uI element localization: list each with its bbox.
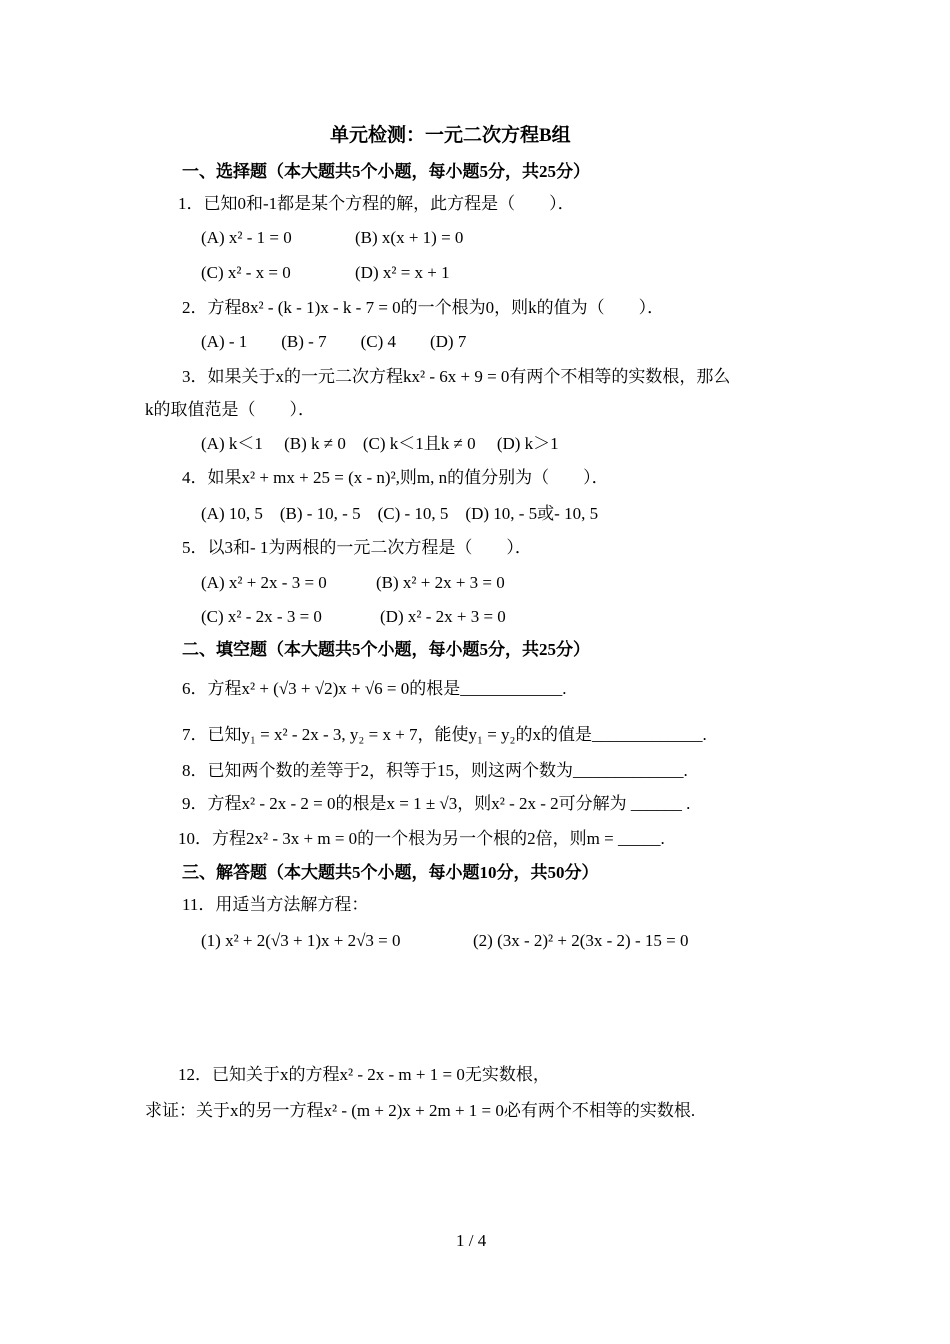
- question-1-option-d: (D) x² = x + 1: [355, 263, 450, 282]
- question-4-stem: 4．如果x² + mx + 25 = (x - n)²,则m, n的值分别为（ ）．: [182, 468, 609, 487]
- question-5-option-a: (A) x² + 2x - 3 = 0: [201, 573, 327, 592]
- question-2-options: (A) - 1 (B) - 7 (C) 4 (D) 7: [201, 332, 467, 351]
- question-11-part-2: (2) (3x - 2)² + 2(3x - 2) - 15 = 0: [473, 931, 689, 950]
- question-11-part-1: (1) x² + 2(√3 + 1)x + 2√3 = 0: [201, 931, 401, 950]
- question-9: 9．方程x² - 2x - 2 = 0的根是x = 1 ± √3，则x² - 2x - 2可分解为 ______ .: [182, 794, 691, 813]
- question-3-options: (A) k＜1 (B) k ≠ 0 (C) k＜1且k ≠ 0 (D) k＞1: [201, 434, 559, 453]
- question-3-stem-line2: k的取值范是（ ）．: [145, 400, 315, 419]
- question-1-option-b: (B) x(x + 1) = 0: [355, 228, 464, 247]
- question-5-option-c: (C) x² - 2x - 3 = 0: [201, 607, 322, 626]
- section-heading-choice: 一、选择题（本大题共5个小题，每小题5分，共25分）: [182, 162, 590, 181]
- question-12-stem-line1: 12．已知关于x的方程x² - 2x - m + 1 = 0无实数根，: [178, 1065, 550, 1084]
- question-3-stem-line1: 3．如果关于x的一元二次方程kx² - 6x + 9 = 0有两个不相等的实数根，那么: [182, 367, 731, 386]
- question-4-options: (A) 10, 5 (B) - 10, - 5 (C) - 10, 5 (D) 10, - 5或- 10, 5: [201, 504, 599, 523]
- question-11-stem: 11．用适当方法解方程：: [182, 895, 369, 914]
- question-12-stem-line2: 求证：关于x的另一方程x² - (m + 2)x + 2m + 1 = 0必有两个不相等的实数根.: [145, 1101, 696, 1120]
- page-title: 单元检测：一元二次方程B组: [330, 125, 571, 146]
- question-5-option-d: (D) x² - 2x + 3 = 0: [380, 607, 506, 626]
- question-5-option-b: (B) x² + 2x + 3 = 0: [376, 573, 505, 592]
- page-number: 1 / 4: [456, 1231, 487, 1250]
- question-8: 8．已知两个数的差等于2，积等于15，则这两个数为_____________.: [182, 761, 688, 780]
- question-1-stem: 1．已知0和-1都是某个方程的解，此方程是（ ）．: [178, 194, 575, 213]
- section-heading-fill: 二、填空题（本大题共5个小题，每小题5分，共25分）: [182, 640, 590, 659]
- question-2-stem: 2．方程8x² - (k - 1)x - k - 7 = 0的一个根为0，则k的值为（ ）．: [182, 298, 665, 317]
- section-heading-solve: 三、解答题（本大题共5个小题，每小题10分，共50分）: [182, 863, 599, 882]
- question-5-stem: 5．以3和- 1为两根的一元二次方程是（ ）．: [182, 538, 532, 557]
- question-6: 6．方程x² + (√3 + √2)x + √6 = 0的根是____________.: [182, 679, 567, 698]
- question-1-option-c: (C) x² - x = 0: [201, 263, 291, 282]
- question-1-option-a: (A) x² - 1 = 0: [201, 228, 292, 247]
- question-10: 10．方程2x² - 3x + m = 0的一个根为另一个根的2倍，则m = _____.: [178, 829, 665, 848]
- question-7: 7．已知y₁ = x² - 2x - 3, y₂ = x + 7，能使y₁ = y₂的x的值是_____________.: [182, 725, 707, 744]
